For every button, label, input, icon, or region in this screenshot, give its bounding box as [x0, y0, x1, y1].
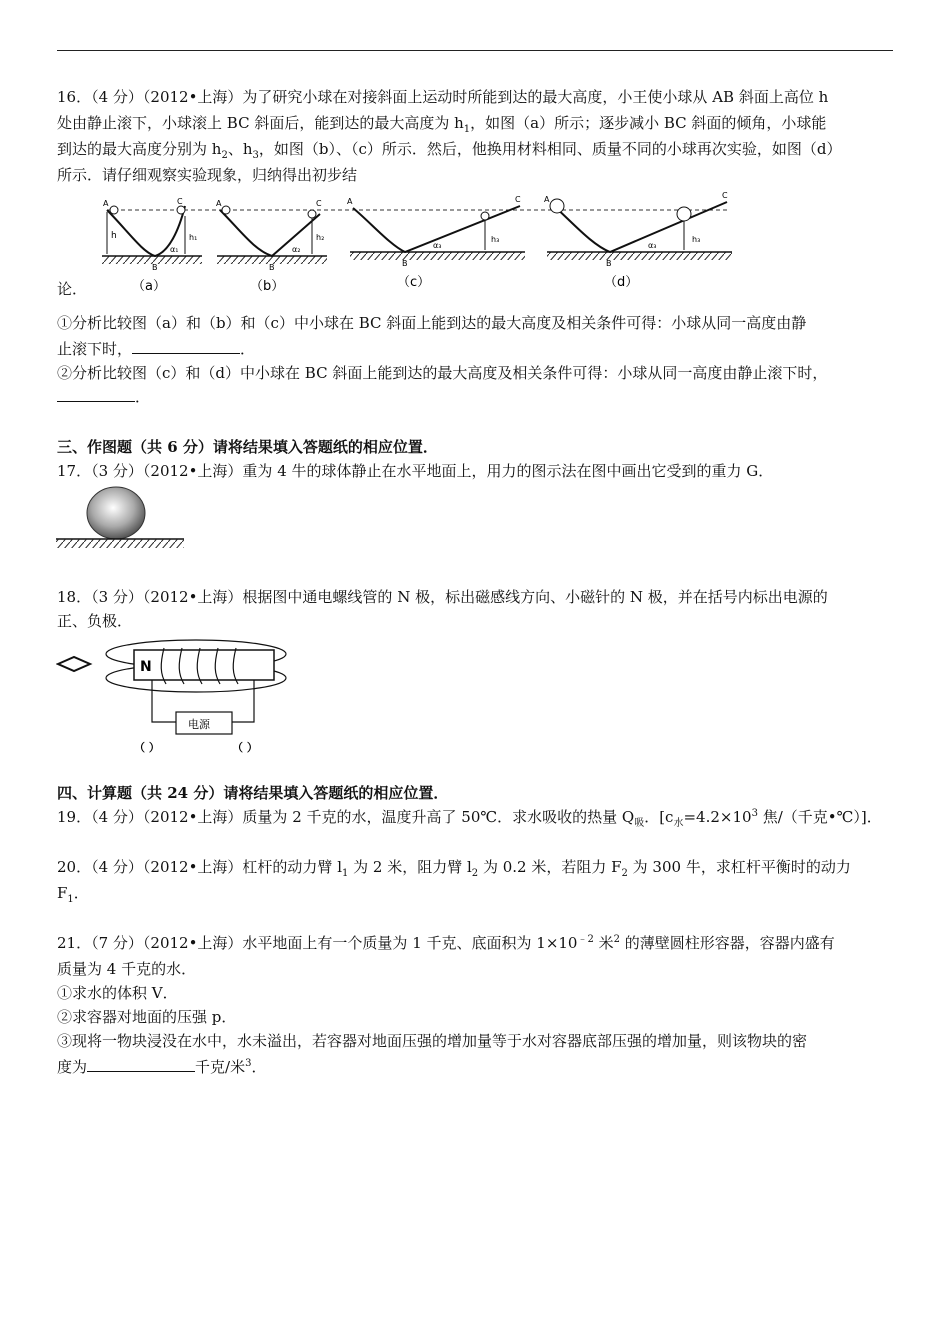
- answer-blank-3[interactable]: [87, 1055, 195, 1072]
- q16-line2: 处由静止滚下，小球滚上 BC 斜面后，能到达的最大高度为 $h_1$，如图（a）所示；逐步减小 BC 斜面的倾角，小球能: [57, 114, 827, 135]
- ball: [87, 487, 145, 539]
- svg-text:B: B: [606, 259, 612, 268]
- svg-text:h₃: h₃: [491, 235, 500, 244]
- svg-text:h₂: h₂: [316, 233, 325, 242]
- svg-text:A: A: [544, 195, 550, 204]
- q21-line1: 21．（7 分）（2012•上海）水平地面上有一个质量为 1 千克、底面积为 $1\times 10^{﹣2}$ 米$^2$ 的薄壁圆柱形容器，容器内盛有: [57, 934, 835, 952]
- svg-text:h: h: [111, 231, 117, 241]
- answer-blank-1[interactable]: [132, 337, 240, 354]
- q16-sub1-line2: 止滚下时， ．: [57, 336, 893, 362]
- svg-text:电源: 电源: [188, 718, 210, 731]
- svg-text:（a）: （a）: [132, 279, 166, 294]
- svg-text:（d）: （d）: [604, 275, 639, 290]
- svg-text:A: A: [216, 199, 222, 208]
- n-pole-label: N: [140, 659, 152, 675]
- q16-line5: 论．: [57, 280, 88, 298]
- svg-text:A: A: [347, 197, 353, 206]
- q16-line1: 16．（4 分）（2012•上海）为了研究小球在对接斜面上运动时所能到达的最大高度，小王使小球从 AB 斜面上高位 h: [57, 88, 829, 106]
- q21-item3-line1: ③现将一物块浸没在水中，水未溢出，若容器对地面压强的增加量等于水对容器底部压强的增加量，则该物块的密: [57, 1032, 808, 1050]
- svg-text:α₁: α₁: [170, 245, 179, 254]
- q19-text: 19．（4 分）（2012•上海）质量为 2 千克的水，温度升高了 50℃．求水吸收的热量 $Q_吸$．[$c_水=4.2\times 10^3$ 焦/（千克•℃）]．: [57, 808, 882, 829]
- q21-item2: ②求容器对地面的压强 p．: [57, 1008, 237, 1026]
- bracket-right: （ ）: [232, 741, 258, 754]
- svg-text:α₂: α₂: [292, 245, 301, 254]
- q20-line2: $F_1$．: [57, 884, 89, 905]
- q21-item1: ①求水的体积 V．: [57, 984, 178, 1002]
- q20-line1: 20．（4 分）（2012•上海）杠杆的动力臂 $l_1$ 为 2 米，阻力臂 $l_2$ 为 0.2 米，若阻力 $F_2$ 为 300 牛，求杠杆平衡时的动力: [57, 858, 851, 879]
- q16-line4: 所示．请仔细观察实验现象，归纳得出初步结: [57, 166, 358, 184]
- q18-line1: 18．（3 分）（2012•上海）根据图中通电螺线管的 N 极，标出磁感线方向、小磁针的 N 极，并在括号内标出电源的: [57, 588, 828, 606]
- svg-text:C: C: [515, 195, 521, 204]
- compass-needle: [58, 657, 90, 671]
- svg-text:B: B: [269, 263, 275, 272]
- bracket-left: （ ）: [134, 741, 160, 754]
- q17-ball-figure: [56, 486, 186, 552]
- section-3-title: 三、作图题（共 6 分）请将结果填入答题纸的相应位置．: [57, 438, 438, 456]
- svg-text:h₁: h₁: [189, 233, 198, 242]
- svg-text:h₃: h₃: [692, 235, 701, 244]
- q21-item3-line2: 度为 千克/米$^3$．: [57, 1054, 893, 1080]
- answer-blank-2[interactable]: [57, 385, 135, 402]
- svg-text:A: A: [103, 199, 109, 208]
- svg-text:（c）: （c）: [397, 275, 431, 290]
- q16-sub2-line2: ．: [57, 384, 893, 410]
- svg-text:α₃: α₃: [433, 241, 442, 250]
- q18-line2: 正、负极．: [57, 612, 133, 630]
- q16-sub1-line1: ①分析比较图（a）和（b）和（c）中小球在 BC 斜面上能到达的最大高度及相关条件可得：小球从同一高度由静: [57, 314, 807, 332]
- q16-sub2-line1: ②分析比较图（c）和（d）中小球在 BC 斜面上能到达的最大高度及相关条件可得：小球从同一高度由静止滚下时，: [57, 364, 828, 382]
- svg-text:C: C: [177, 197, 183, 206]
- svg-text:C: C: [722, 191, 728, 200]
- section-4-title: 四、计算题（共 24 分）请将结果填入答题纸的相应位置．: [57, 784, 449, 802]
- svg-text:α₃: α₃: [648, 241, 657, 250]
- top-rule: [57, 50, 893, 51]
- svg-text:B: B: [152, 263, 158, 272]
- q18-solenoid-figure: [56, 634, 296, 764]
- q16-line3: 到达的最大高度分别为 $h_2$、$h_3$，如图（b）、（c）所示．然后，他换用材料相同、质量不同的小球再次实验，如图（d）: [57, 140, 842, 161]
- q21-line2: 质量为 4 千克的水．: [57, 960, 197, 978]
- solenoid: [134, 650, 274, 680]
- svg-text:B: B: [402, 259, 408, 268]
- svg-text:（b）: （b）: [250, 279, 285, 294]
- q17-text: 17．（3 分）（2012•上海）重为 4 牛的球体静止在水平地面上，用力的图示法在图中画出它受到的重力 G．: [57, 462, 774, 480]
- svg-text:C: C: [316, 199, 322, 208]
